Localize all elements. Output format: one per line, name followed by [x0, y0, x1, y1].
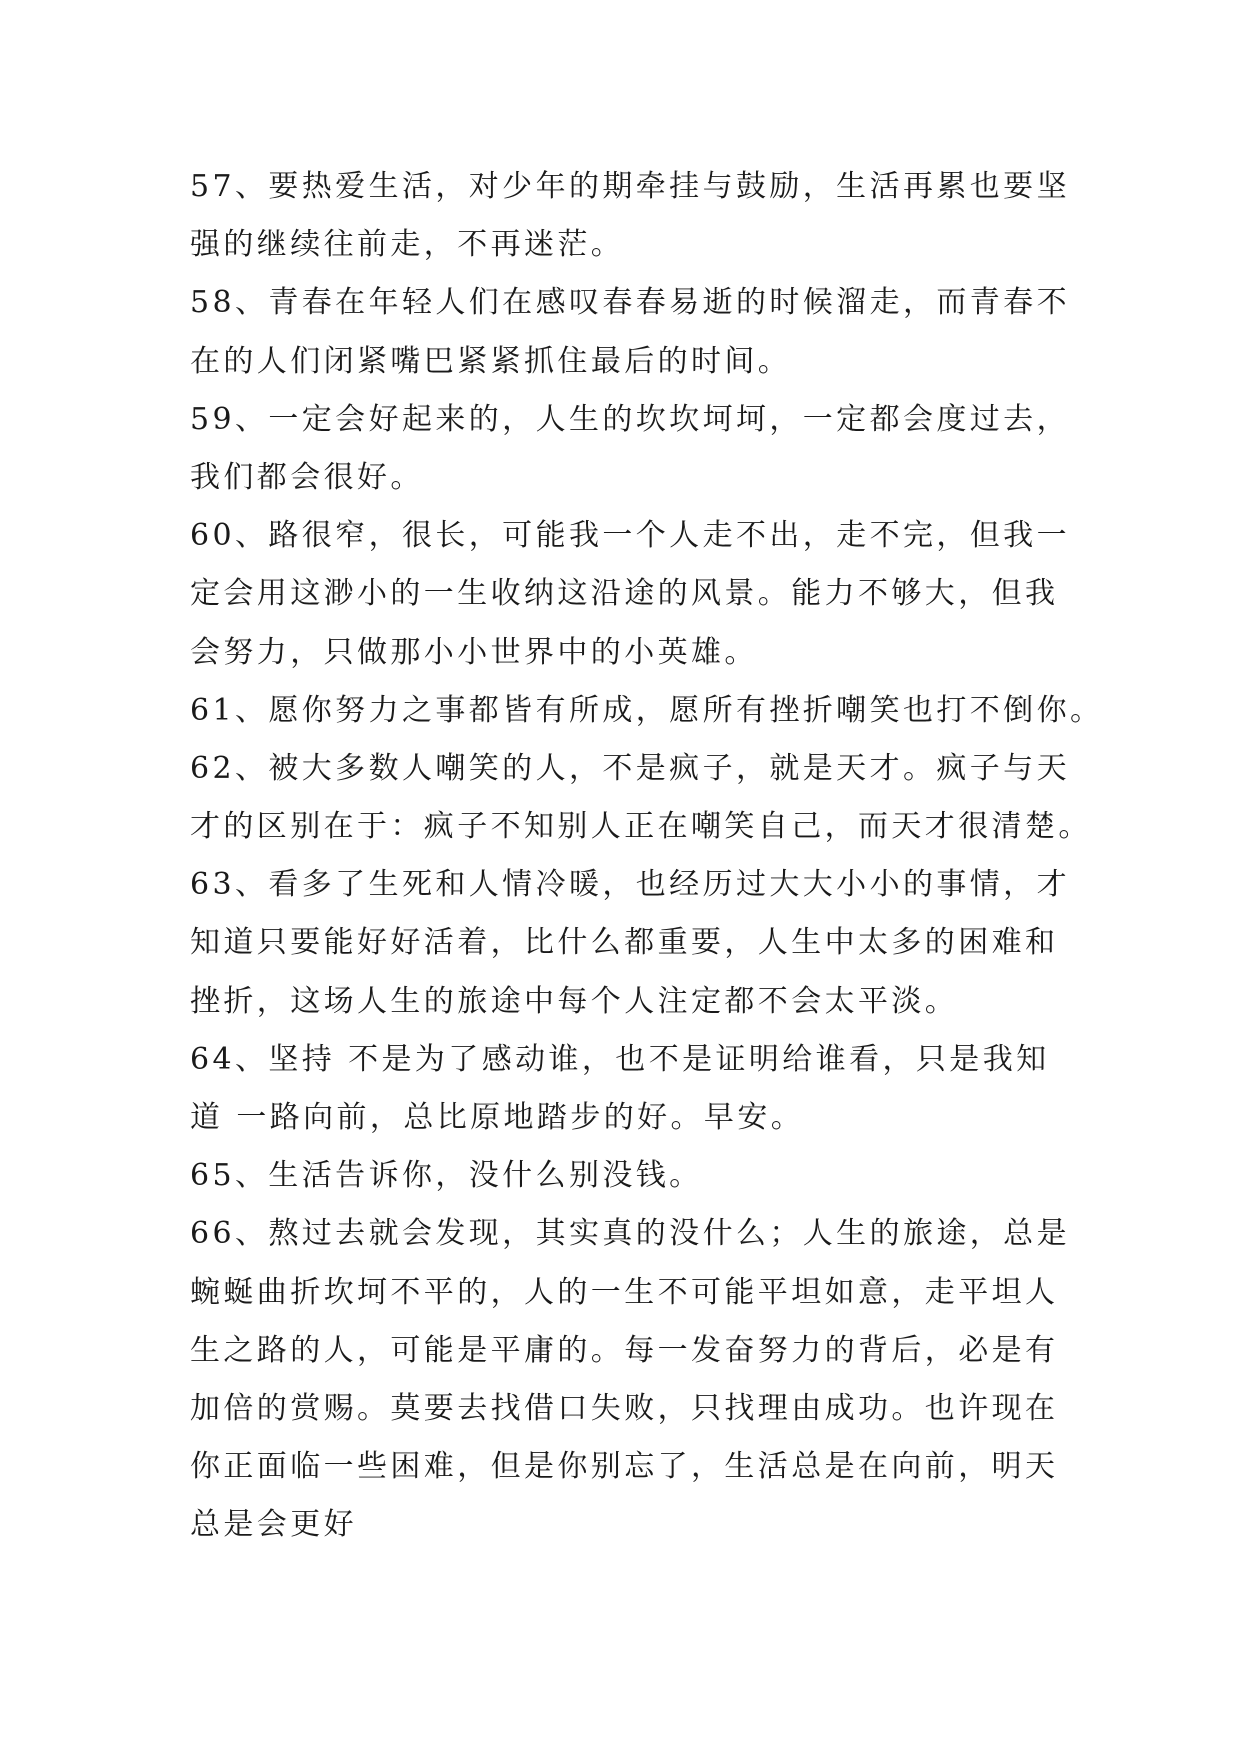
text-line: 57、要热爱生活，对少年的期牵挂与鼓励，生活再累也要坚 [190, 169, 1070, 204]
text-line: 知道只要能好好活着，比什么都重要，人生中太多的困难和 [190, 925, 1059, 961]
text-line: 62、被大多数人嘲笑的人，不是疯子，就是天才。疯子与天 [190, 750, 1070, 786]
text-line: 定会用这渺小的一生收纳这沿途的风景。能力不够大，但我 [190, 576, 1059, 612]
text-line: 才的区别在于：疯子不知别人正在嘲笑自己，而天才很清楚。 [190, 809, 1092, 845]
text-line: 58、青春在年轻人们在感叹春春易逝的时候溜走，而青春不 [190, 285, 1070, 321]
text-line: 强的继续往前走，不再迷茫。 [190, 227, 625, 263]
text-line: 64、坚持 不是为了感动谁，也不是证明给谁看，只是我知 [190, 1041, 1050, 1077]
text-line: 挫折，这场人生的旅途中每个人注定都不会太平淡。 [190, 983, 959, 1019]
text-line: 在的人们闭紧嘴巴紧紧抓住最后的时间。 [190, 343, 792, 379]
text-line: 65、生活告诉你，没什么别没钱。 [190, 1158, 703, 1194]
text-line: 你正面临一些困难，但是你别忘了，生活总是在向前，明天 [190, 1449, 1059, 1485]
text-line: 总是会更好 [190, 1507, 357, 1543]
document-body [190, 158, 1104, 1555]
text-line: 63、看多了生死和人情冷暖，也经历过大大小小的事情，才 [190, 867, 1070, 903]
text-line: 生之路的人，可能是平庸的。每一发奋努力的背后，必是有 [190, 1332, 1059, 1368]
text-line: 我们都会很好。 [190, 459, 424, 495]
text-line: 59、一定会好起来的，人生的坎坎坷坷，一定都会度过去， [190, 401, 1070, 437]
text-line: 61、愿你努力之事都皆有所成，愿所有挫折嘲笑也打不倒你。 [190, 692, 1104, 728]
text-line: 道 一路向前，总比原地踏步的好。早安。 [190, 1100, 805, 1135]
text-line: 加倍的赏赐。莫要去找借口失败，只找理由成功。也许现在 [190, 1390, 1059, 1426]
text-line: 60、路很窄，很长，可能我一个人走不出，走不完，但我一 [190, 518, 1070, 554]
text-line: 会努力，只做那小小世界中的小英雄。 [190, 634, 758, 670]
text-line: 蜿蜒曲折坎坷不平的，人的一生不可能平坦如意，走平坦人 [190, 1274, 1059, 1310]
text-line: 66、熬过去就会发现，其实真的没什么；人生的旅途，总是 [190, 1216, 1070, 1252]
